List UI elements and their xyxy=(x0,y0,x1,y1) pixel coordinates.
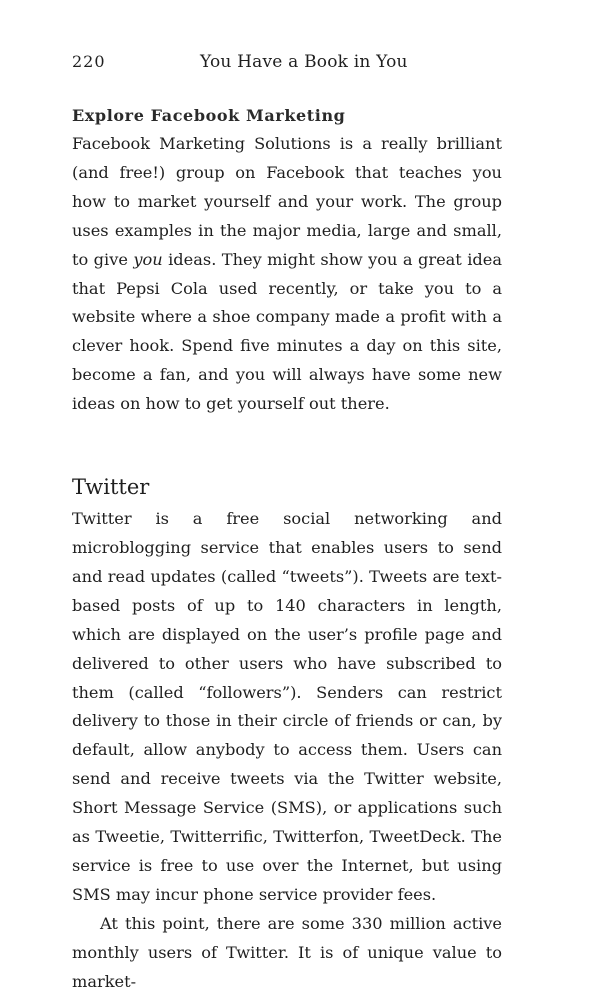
book-title: You Have a Book in You xyxy=(200,52,408,72)
page-number: 220 xyxy=(72,52,106,71)
running-head xyxy=(72,52,502,80)
paragraph-facebook xyxy=(72,130,502,419)
subheading-facebook: Explore Facebook Marketing xyxy=(72,106,346,125)
book-page xyxy=(72,52,502,996)
paragraph-twitter-1: Twitter is a free social networking and microblogging service that enables users to send and read updates (called “tweets”). Tweets are text-based posts of up to 140 characters in length, which are displayed on the user’s profile page and delivered to other users who have subscribed to them (called “followers”). Senders can restrict delivery to those in their circle of friends or can, by default, allow anybody to access them. Users can send and receive tweets via the Twitter website, Short Message Service (SMS), or applications such as Tweetie, Twitterrific, Twitterfon, TweetDeck. The service is free to use over the Internet, but using SMS may incur phone service provider fees. xyxy=(72,509,502,904)
section-heading-twitter: Twitter xyxy=(72,475,150,500)
paragraph-facebook-part-a: Facebook Marketing Solutions is a really brilliant (and free!) group on Facebook that teaches you how to market yourself and your work. The group uses examples in the major media, large and small, to give xyxy=(72,134,502,269)
paragraph-twitter-2: At this point, there are some 330 million active monthly users of Twitter. It is of unique value to market- xyxy=(72,913,502,991)
paragraph-facebook-part-b: ideas. They might show you a great idea that Pepsi Cola used recently, or take you to a website where a shoe company made a profit with a clever hook. Spend five minutes a day on this site, become a fan, and you will always have some new ideas on how to get yourself out there. xyxy=(72,249,503,414)
emphasis-you: you xyxy=(133,249,163,269)
